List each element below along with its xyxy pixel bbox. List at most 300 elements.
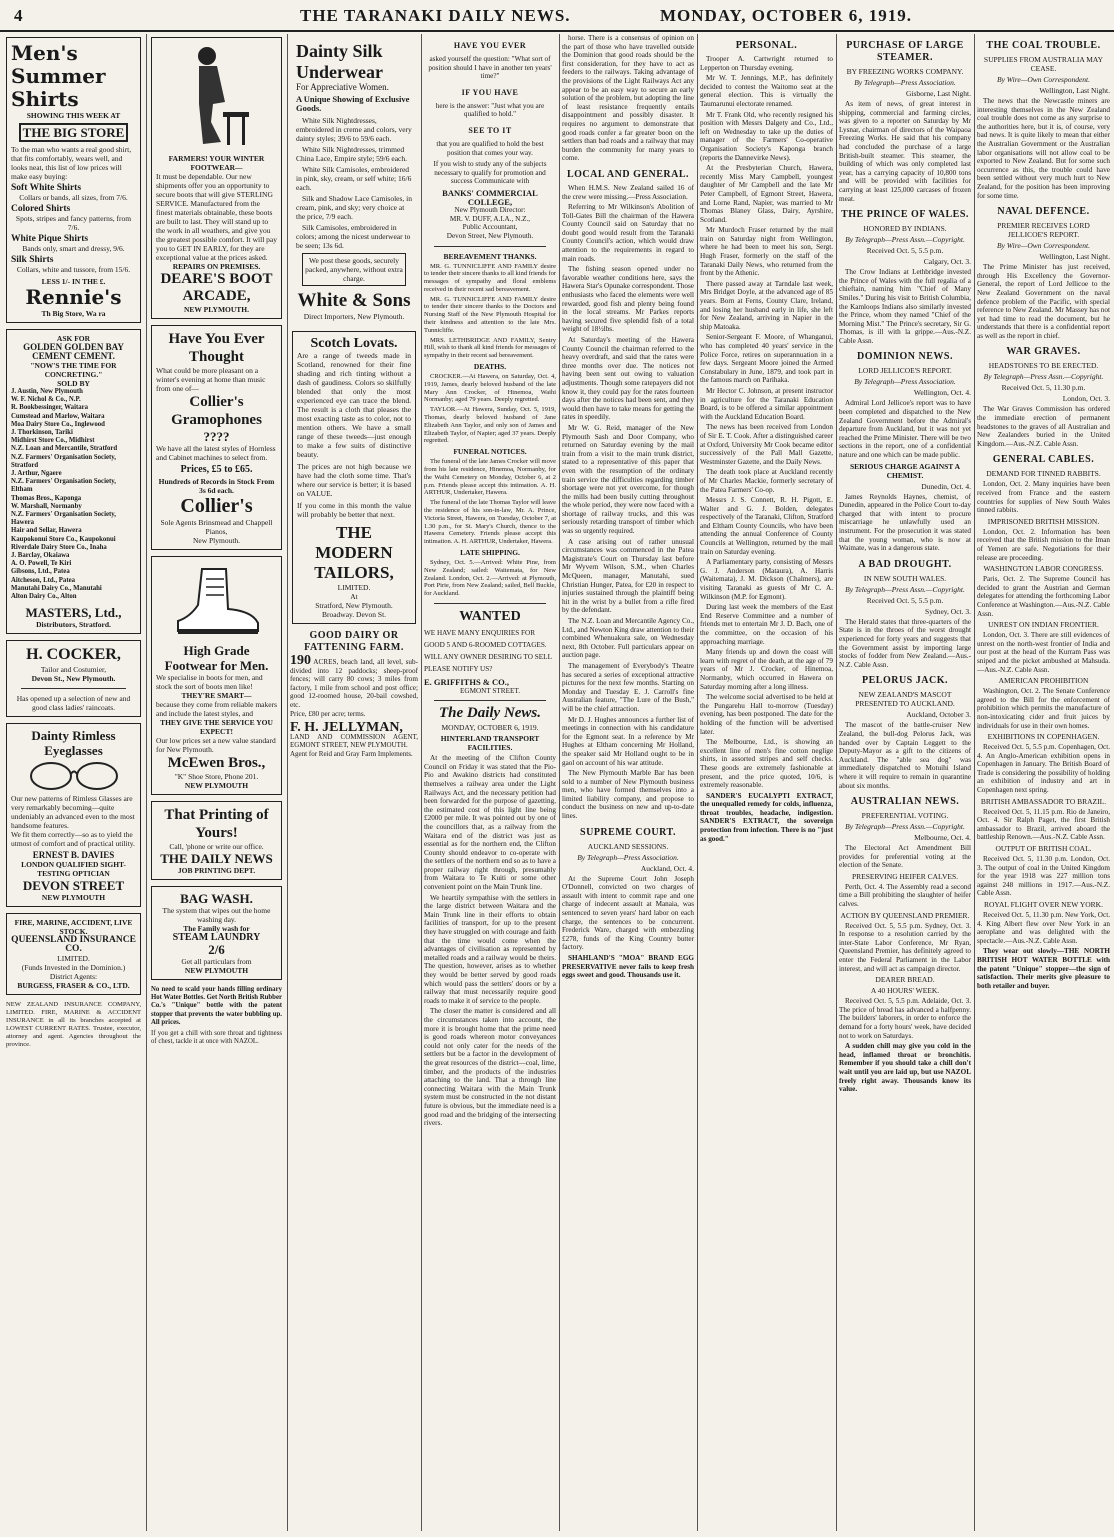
ad-text: The Family wash for xyxy=(183,924,250,933)
article-paragraph: The N.Z. Loan and Mercantile Agency Co., Ltd., and Newton King draw attention to their combined Whenuakura sale, on Wednesday next, 8th October. Full particulars appear on auction page. xyxy=(562,617,694,660)
section-heading: NAVAL DEFENCE. xyxy=(997,206,1090,218)
ad-text: The prices are not high because we have had the cloth some time. That's where our service is better; it is based on VALUE. xyxy=(297,462,411,498)
shirt-desc: Collars, white and tussore, from 15/6. xyxy=(16,265,131,274)
received-time: Received Oct. 5, 5.5 p.m. xyxy=(866,246,944,256)
article-paragraph: James Reynolds Haynes, chemist, of Dunedin, appeared in the Police Court to-day charged that with intent to procure miscarriage he unlawfully used an instrument. For the prosecution it was stated that the young woman, who is now at Waimate, was in a dangerous state. xyxy=(839,492,971,553)
received-time: Received Oct. 5, 11.30 p.m. xyxy=(1001,383,1086,393)
ad-text: SEE TO IT xyxy=(468,125,512,135)
article-paragraph: Messrs J. S. Connett, R. H. Pigott, E. Walter and G. J. Bolden, delegates respectively of the Taranaki, Clifton, Stratford and Eltham County Councils, who have been attending the annual Conference of County Councils at Wellington, returned by the mail train on Saturday evening. xyxy=(700,496,833,556)
article-paragraph: Mr Murdoch Fraser returned by the mail train on Saturday night from Wellington, where he had been to meet his son, Sergt. Hugh Fraser, formerly on the staff of the Taranaki Daily News, who returned from the front by the Athenic. xyxy=(700,226,833,278)
section-heading: PELORUS JACK. xyxy=(862,675,948,687)
ad-text: Direct Importers, New Plymouth. xyxy=(303,312,405,321)
section-heading: WAR GRAVES. xyxy=(1006,346,1081,358)
ad-headline: High Grade Footwear for Men. xyxy=(164,643,269,673)
list-item: Silk and Shadow Lace Camisoles, in cream, pink, and sky; very choice at the price, 7/9 each. xyxy=(296,194,412,221)
list-item: White Silk Camisoles, embroidered in pink, sky, cream, or self white; 16/6 each. xyxy=(296,165,412,192)
ad-text: Has opened up a selection of new and good class ladies' raincoats. xyxy=(16,694,131,713)
acreage: 190 xyxy=(290,653,311,668)
ad-text: Hundreds of Records in Stock From 3s 6d each. xyxy=(158,477,275,495)
advert-notice: SANDER'S EUCALYPTI EXTRACT, the unequalled remedy for colds, influenza, throat troubles, headache, indigestion. SANDER'S EXTRACT, the sovereign protection from infection. There is no "just as good." xyxy=(700,791,833,843)
ad-text: LESS 1/- IN THE £. xyxy=(41,277,106,286)
advert-notice: SHAHLAND'S "MOA" BRAND EGG PRESERVATIVE never fails to keep fresh eggs sweet and good. Thousands use it. xyxy=(562,954,694,980)
article-paragraph: At Saturday's meeting of the Hawera County Council the chairman referred to the heavy overdraft, and said that the rates were three months over due. The notices not having been sent out owing to valuation adjustments. Though some ratepayers did not know it, they could pay for the rates fourteen days after the notices had been sent, and they would then have to take means for getting the rates in speedily. xyxy=(562,336,694,422)
list-item: A. O. Powell, Te Kiri xyxy=(11,560,72,568)
product-name: Collier's Gramophones xyxy=(171,394,262,428)
business-name: BANKS' COMMERCIAL COLLEGE, xyxy=(442,187,538,207)
boot-icon xyxy=(172,565,262,637)
column-2 xyxy=(149,34,284,1531)
ad-headline: Have You Ever Thought xyxy=(168,331,265,365)
list-item: Midhirst Store Co., Midhirst xyxy=(11,437,95,445)
list-item: White Silk Nightdresses, embroidered in creme and colors, very dainty styles; 39/6 to 59/6 each. xyxy=(296,116,412,143)
ad-text: We have all the latest styles of Hornless and Cabinet machines to select from. xyxy=(156,444,276,462)
eyeglasses-icon xyxy=(19,758,129,792)
ad-price: Prices, £5 to £65. xyxy=(180,464,253,475)
section-heading: SUPREME COURT. xyxy=(580,826,676,838)
newspaper-title: THE TARANAKI DAILY NEWS. xyxy=(300,6,571,25)
column-rule xyxy=(421,34,422,1531)
article-paragraph: Mr Hector C. Johnson, at present instructor in agriculture for the Taranaki Education Board, is to be offered a similar appointment with the Auckland Education Board. xyxy=(700,386,833,421)
section-subheading: HONORED BY INDIANS. xyxy=(863,224,947,234)
notice: MRS. LETHBRIDGE AND FAMILY, Sentry Hill, wish to thank all kind friends for messages of sympathy in their recent sad bereavement. xyxy=(424,336,556,360)
ad-text: (Funds Invested in the Dominion.) xyxy=(21,963,126,973)
farm-description: ACRES, beach land, all level, sub-divided into 12 paddocks; sheep-proof fences; will carry 80 cows; 3 miles from factory, 1 mile from school and post office; good 12-roomed house, 20-bail cowshed, etc. xyxy=(290,658,418,709)
article-paragraph: Paris, Oct. 2. The Supreme Council has decided to grant the Austrian and German delegates for attending the forthcoming Labor Conference at Washington.—Aus.-N.Z. Cable Assn. xyxy=(977,575,1110,618)
section-subheading: A 40 HOURS' WEEK. xyxy=(870,986,940,996)
section-heading: THE PRINCE OF WALES. xyxy=(841,209,969,221)
ad-text: Get all particulars from xyxy=(181,957,252,966)
article-paragraph: During last week the members of the East End Reserve Committee and a number of friends met to entertain Mr J. D. Bach, one of the committee, on the occasion of his approaching marriage. xyxy=(700,603,833,646)
list-item: W. Marshall, Normanby xyxy=(11,502,82,510)
business-name: DEARE'S BOOT ARCADE, xyxy=(160,271,273,304)
ad-address: Devon St., New Plymouth. xyxy=(31,674,116,684)
notice: The funeral of the late Thomas Taylor will leave the residence of his son-in-law, Mr. A. Prince, Victoria Street, Hawera, on Tuesday, October 7, at 1.30 p.m., for St. Mary's Church, thence to the Hawera Cemetery. Friends please accept this intimation. A. H. ARTHUR, Undertaker, Hawera. xyxy=(424,499,556,546)
eyeglasses-ad xyxy=(6,723,141,907)
article-paragraph: The Melbourne, Ltd., is showing an excellent line of men's fine cotton neglige shirts, in assorted stripes and self checks. These goods are extremely fashionable at present, and the price quoted, 10/6, is extremely reasonable. xyxy=(700,738,833,790)
issue-date: MONDAY, OCTOBER 6, 1919. xyxy=(660,6,912,25)
deare-boot-ad xyxy=(151,37,282,319)
column-rule xyxy=(974,34,975,1531)
cement-ad xyxy=(6,329,141,634)
ad-town: NEW PLYMOUTH xyxy=(184,781,249,790)
article-paragraph: Mr W. G. Reid, manager of the New Plymouth Sash and Door Company, who returned on Saturday evening by the mail train from a visit to the main trunk district, stated to a representative of this paper that even with the resumption of the ordinary train service the difficulties regarding timber shortage were not yet overcome, for though the mills had been busily cutting throughout the whole period, they were now faced with a shortage of railway trucks, and this was seriously retarding transport of timber which was so urgently required. xyxy=(562,423,694,536)
company-name: QUEENSLAND INSURANCE CO. xyxy=(11,935,136,955)
article-paragraph: The closer the matter is considered and all the circumstances taken into account, the more it is brought home that the prime need is good roads whereon motor conveyances could not only cater for the needs of the settlers but be a factor in the development of the great resources of the district—coal, lime, timber, and the products of the industries attaching to the land. That a through line connecting Waitara with the Main Trunk system must be constructed in the not distant future is obvious, but the immediate need is a good road and the bridging of the intersecting rivers. xyxy=(424,1007,556,1128)
advert-notice: They wear out slowly—THE NORTH BRITISH HOT WATER BOTTLE with the patent "Unique" stopper—the sign of satisfaction. Their merits give pleasure to both retailer and buyer. xyxy=(977,947,1110,990)
list-item: Thomas Bros., Kaponga xyxy=(11,494,82,502)
dateline: Auckland, Oct. 4. xyxy=(640,863,694,873)
article-paragraph: Many friends up and down the coast will learn with regret of the death, at the age of 79 years of Mr J. Crocker, of Hinemoa, Normanby, which occurred in Hawera on Saturday morning after a long illness. xyxy=(700,648,833,691)
article-paragraph: At the Presbyterian Church, Hawera, recently Miss Mary Campbell, youngest daughter of Mr Campbell and the late Mr Peter Campbell, of Egmont Street, Hawera, and Lorne Rand, Napier, was married to Mr Thomas Blaney Glass, Dairy, Ayrshire, Scotland. xyxy=(700,164,833,224)
notice: MR. G. TUNNICLIFFE AND FAMILY desire to tender their sincere thanks to the Doctors and Nursing Staff of the New Plymouth Hospital for their kindness and attention to the late Mrs. Tunnicliffe. xyxy=(424,295,556,334)
mens-shirts-ad xyxy=(6,37,141,323)
section-heading: PURCHASE OF LARGE STEAMER. xyxy=(846,40,964,63)
ad-headline: BAG WASH. xyxy=(180,891,253,906)
cable-heading: EXHIBITIONS IN COPENHAGEN. xyxy=(987,732,1100,742)
list-item: Kaupokonui Store Co., Kaupokonui xyxy=(11,535,116,543)
list-item: W. F. Nichol & Co., N.P. xyxy=(11,396,81,404)
article-paragraph: The management of Everybody's Theatre has secured a series of exceptional attractive pictures for the next few months. Starting on Monday and Tuesday E. J. Carroll's fine Australian feature, "The Lure of the Bush," will be the chief attraction. xyxy=(562,661,694,713)
shirt-desc: Collars or bands, all sizes, from 7/6. xyxy=(19,193,128,202)
article-paragraph: Mr D. J. Hughes announces a further list of meetings in connection with his candidature for the Egmont seat. In a reference by Mr Hughes at Eltham concerning Mr Holland, the speaker said Mr Holland ought to be in gaol on account of his war attitude. xyxy=(562,715,694,767)
dateline: Wellington, Last Night. xyxy=(1039,252,1110,262)
ad-text: For Appreciative Women. xyxy=(296,82,389,92)
business-name: E. GRIFFITHS & CO., xyxy=(424,676,510,687)
ad-text: here is the answer: "Just what you are qualified to hold." xyxy=(435,101,545,119)
article-paragraph: Washington, Oct. 2. The Senate Conference agreed to the Bill for the enforcement of prohibition which permits the manufacture of non-intoxicating cider and fruit juices by individuals for use in their own homes. xyxy=(977,687,1110,730)
farm-ad xyxy=(290,630,418,759)
byline: By Telegraph—Press Association. xyxy=(854,78,956,87)
article-paragraph: The fishing season opened under no favorable weather conditions here, says the Hawera Star's Opunake correspondent. Those enthusiasts who faced the elements were well rewarded, good fish and plenty being found in the local streams. Mr Parkes reports having secured five splendid fish of a total weight of 18½lbs. xyxy=(562,265,694,334)
ad-headline: That Printing of Yours! xyxy=(164,807,269,841)
ad-text: We fit them correctly—so as to yield the utmost of comfort and of practical utility. xyxy=(11,830,135,849)
column-3 xyxy=(290,34,418,1531)
ad-address: EGMONT STREET. xyxy=(459,686,521,695)
byline: By Telegraph—Press Assn.—Copyright. xyxy=(845,822,965,832)
list-item: Moa Dairy Store Co., Inglewood xyxy=(11,420,105,428)
cable-heading: BRITISH AMBASSADOR TO BRAZIL. xyxy=(980,796,1107,806)
section-subheading: DEARER BREAD. xyxy=(875,975,935,985)
article-paragraph: The Electoral Act Amendment Bill provides for preferential voting at the election of the Senate. xyxy=(839,844,971,870)
shirt-desc: Spots, stripes and fancy patterns, from 7/6. xyxy=(15,214,132,232)
ad-text: THEY'RE SMART— xyxy=(181,691,252,700)
article-paragraph: Received Oct. 5, 11.30 p.m. London, Oct. 3. The output of coal in the United Kingdom for the year 1918 was 227 million tons against 248 millions in 1917.—Aus.-N.Z. Cable Assn. xyxy=(977,855,1110,898)
scotch-lovats-ad xyxy=(292,331,416,624)
cable-heading: AMERICAN PROHIBITION xyxy=(998,676,1089,686)
notice: CROCKER.—At Hawera, on Saturday, Oct. 4, 1919, James, dearly beloved husband of the late Mary Ann Crocker, of Hinemoa, Waihi Normanby; aged 79 years. Deeply regretted. xyxy=(424,373,556,404)
ad-text: Are a range of tweeds made in Scotland, renowned for their fine shading and rich tinting without a dash of gaudiness. Colors so skilfully blended that only the most experienced eye can trace the blend. The result is a cloth that pleases the most exacting taste as to color, not to mention others. We have a small range of these tweeds—just enough to make a few suits of distinctive beauty. xyxy=(297,351,411,459)
ad-slogan: "NOW'S THE TIME FOR CONCRETING." xyxy=(30,361,117,379)
list-item: N.Z. Farmers' Organisation Society, Hawera xyxy=(11,511,116,527)
nz-insurance-notice: NEW ZEALAND INSURANCE COMPANY, LIMITED. FIRE, MARINE & ACCIDENT INSURANCE in all its branches accepted at LOWEST CURRENT RATES. Trustee, executor, attorney and agent. Agencies throughout the province. xyxy=(6,1001,141,1049)
shirt-desc: Bands only, smart and dressy, 9/6. xyxy=(22,244,125,253)
column-rule xyxy=(559,34,560,1531)
column-rule xyxy=(836,34,837,1531)
ad-text: SOLD BY xyxy=(57,379,90,388)
ad-text: ???? xyxy=(203,429,230,444)
byline: By Telegraph—Press Assn.—Copyright. xyxy=(845,584,965,594)
list-item: Cumstead and Marlow, Waitara xyxy=(11,412,105,420)
article-paragraph: The Herald states that three-quarters of the State is in the throes of the worst drought experienced for forty years and suggests that the Government assist by importing large stocks of fodder from New Zealand.—Aus.-N.Z. Cable Assn. xyxy=(839,617,971,669)
wanted-text: WE HAVE MANY ENQUIRIES FOR GOOD 5 AND 6-ROOMED COTTAGES. WILL ANY OWNER DESIRING TO SELL PLEASE NOTIFY US? xyxy=(424,628,552,673)
ad-text: A Unique Showing of Exclusive Goods. xyxy=(296,94,410,113)
section-subheading: BY FREEZING WORKS COMPANY. xyxy=(846,67,964,76)
shirt-list xyxy=(11,184,136,274)
section-heading: THE COAL TROUBLE. xyxy=(986,40,1101,51)
ad-headline: GOOD DAIRY OR FATTENING FARM. xyxy=(304,630,404,653)
list-item: Silk Camisoles, embroidered in colors; among the nicest underwear to be seen; 13s 6d. xyxy=(296,223,411,250)
section-heading: LOCAL AND GENERAL. xyxy=(566,168,690,180)
section-heading: AUSTRALIAN NEWS. xyxy=(850,796,960,808)
section-subheading: HEADSTONES TO BE ERECTED. xyxy=(988,361,1099,371)
section-heading: GENERAL CABLES. xyxy=(992,454,1095,466)
section-heading: BEREAVEMENT THANKS. xyxy=(443,251,537,261)
article-paragraph: The Crow Indians at Lethbridge invested the Prince of Wales with the full regalia of a chieftain, naming him "Chief of Many Smiles." During his visit to British Columbia, the Kamloops Indians also similarly invested the Prince, whom they named "Chief of the Morning Mist." The Prince's secretary, Sir G. Thomas, is ill with la grippe.—Aus.-N.Z. Cable Assn. xyxy=(839,268,971,345)
cocker-ad xyxy=(6,640,141,717)
business-name: F. H. JELLYMAN, xyxy=(290,720,403,736)
column-7 xyxy=(839,34,971,1531)
section-subheading: SUPPLIES FROM AUSTRALIA MAY CEASE. xyxy=(983,55,1104,73)
cable-heading: DEMAND FOR TINNED RABBITS. xyxy=(986,469,1101,479)
article-paragraph: London, Oct. 3. There are still evidences of unrest on the north-west frontier of India and our post at the head of the Kurram Pass was sniped and the picket ambushed at Mahsuda.—Aus.-N.Z. Cable Assn. xyxy=(977,631,1110,674)
brand-name: Rennie's xyxy=(25,285,122,309)
mcewen-boots-ad xyxy=(151,556,282,795)
article-paragraph: Mr W. T. Jennings, M.P., has definitely decided to contest the Waitomo seat at the general election. This is virtually the Taumarunui electorate renamed. xyxy=(700,74,833,108)
dateline: Calgary, Oct. 3. xyxy=(923,257,971,267)
ad-text: LIMITED. xyxy=(337,583,371,592)
ad-text: LAND AND COMMISSION AGENT, EGMONT STREET, NEW PLYMOUTH. xyxy=(290,732,418,750)
section-subheading: PREFERENTIAL VOTING. xyxy=(861,811,949,821)
ad-text: The system that wipes out the home washing day. xyxy=(162,906,271,924)
bottle-notice: No need to scald your hands filling ordinary Hot Water Bottles. Get North British Rubber Co.'s "Unique" bottle with the patent stopper that prevents the water bubbling up. All prices. xyxy=(151,986,282,1026)
section-subheading: NEW ZEALAND'S MASCOT PRESENTED TO AUCKLAND. xyxy=(855,690,955,709)
list-item: Hair and Sellar, Hawera xyxy=(11,527,82,535)
list-item: N.Z. Loan and Mercantile, Stratford xyxy=(11,445,118,453)
article-paragraph: The news that the Newcastle miners are interesting themselves in the New Zealand coal trouble does not come as any surprise to the authorities here, but it is, of course, very bad news. It is quite likely to mean that either the Australian Government or the Australian labor organisations will not allow coal to be exported to New Zealand. But for some such occurrence as this, the trouble could have been settled without very much hurt to New Zealand, for the position has been improving for some time. xyxy=(977,97,1110,200)
list-item: White Silk Nightdresses, trimmed China Lace, Empire style; 59/6 each. xyxy=(296,145,408,163)
article-paragraph: The War Graves Commission has ordered the immediate erection of permanent headstones to the graves of all Australian and New Zealanders buried in the United Kingdom.—Aus.-N.Z. Cable Assn. xyxy=(977,405,1110,448)
article-paragraph: Received Oct. 5, 5.5 p.m. Copenhagen, Oct. 4. An Anglo-American exhibition opens in Copenhagen in January. The British Board of Trade is considering the possibility of holding an exhibition of industry and art in Copenhagen next spring. xyxy=(977,743,1110,795)
ad-text: because they come from reliable makers and include the latest styles, and xyxy=(156,700,277,718)
ad-text: If you come in this month the value will probably be better that next. xyxy=(297,501,411,519)
article-paragraph: At the Supreme Court John Joseph O'Donnell, convicted on two charges of assault with intent to commit rape and one charge of indecent assault at Manaia, was sentenced to seven years' hard labor on each charge, the sentences to be concurrent. Frederick Ware, charged with embezzling £278, funds of the King Country butter factory. xyxy=(562,874,694,952)
ad-address: "K" Shoe Store, Phone 201. xyxy=(174,772,259,781)
ad-text: THEY GIVE THE SERVICE YOU EXPECT! xyxy=(160,718,273,736)
article-paragraph: A Parliamentary party, consisting of Messrs G. J. Anderson (Mataura), A. Harris (Waitemata), J. M. Dickson (Chalmers), are visiting Taranaki as guests of Mr C. A. Wilkinson (M.P. for Egmont). xyxy=(700,558,833,601)
ad-text: New Plymouth Director: xyxy=(454,206,526,215)
list-item: J. Arthur, Ngaere xyxy=(11,470,62,478)
ad-address: Broadway. Devon St. xyxy=(321,610,387,619)
article-paragraph: The death took place at Auckland recently of Mr Charles Mackie, formerly secretary of the Patea Farmers' Co-op. xyxy=(700,468,833,494)
ad-headline: Men's Summer Shirts xyxy=(11,41,106,111)
chill-notice: If you get a chill with sore throat and tightness of chest, tackle it at once with NAZOL. xyxy=(151,1030,282,1046)
ad-text: Distributors, Stratford. xyxy=(36,620,111,630)
dateline: Melbourne, Oct. 4. xyxy=(914,833,971,843)
printing-ad xyxy=(151,801,282,880)
ad-text: JOB PRINTING DEPT. xyxy=(177,866,256,875)
dateline: London, Oct. 3. xyxy=(1062,394,1110,404)
column-5 xyxy=(562,34,694,1531)
ad-text: Agent for Reid and Gray Farm Implements. xyxy=(290,749,413,758)
column-4 xyxy=(424,34,556,1531)
byline: By Telegraph—Press Assn.—Copyright. xyxy=(845,235,965,245)
ad-text: Public Accountant, xyxy=(462,223,518,232)
dateline: Sydney, Oct. 3. xyxy=(925,606,971,616)
column-rule xyxy=(697,34,698,1531)
article-paragraph: Senior-Sergeant F. Moore, of Whanganui, who has completed 40 years' service in the Police Force, retires on superannuation in a few days. Sergeant Moore joined the Armed Constabulary in June, 1879, and took part in the famous march on Parihaka. xyxy=(700,333,833,385)
article-paragraph: The news has been received from London of Sir E. T. Cook. After a distinguished career at Oxford, University Mr Cook became editor successively of the Pall Mall Gazette, Westminster Gazette, and the Daily News. xyxy=(700,423,833,466)
ad-text: Call, 'phone or write our office. xyxy=(169,842,264,851)
dateline: Wellington, Oct. 4. xyxy=(913,388,971,398)
ad-town: NEW PLYMOUTH. xyxy=(183,305,249,314)
ad-text: that you are qualified to hold the best position that comes your way. xyxy=(436,139,544,157)
section-heading: PERSONAL. xyxy=(735,40,798,51)
section-heading: FUNERAL NOTICES. xyxy=(453,447,527,457)
article-paragraph: Received Oct. 5, 5.5 p.m. Sydney, Oct. 3. In response to a resolution carried by the inter-State Labor Conference, Mr Ryan, Queensland Premier, has definitely agreed to enter the Federal Parliament in the Labor interest, and will act as campaign director. xyxy=(839,921,971,973)
ad-address: DEVON STREET xyxy=(22,878,125,894)
ad-text: Our low prices set a new value standard for New Plymouth. xyxy=(156,736,276,754)
ad-text: We specialise in boots for men, and stock the sort of boots men like! xyxy=(156,673,263,691)
brand-name: Collier's xyxy=(180,495,253,517)
store-name: THE BIG STORE xyxy=(19,123,128,142)
shirt-name: Soft White Shirts xyxy=(11,183,82,193)
ad-headline: Scotch Lovats. xyxy=(310,336,398,351)
list-item: N.Z. Farmers' Organisation Society, Eltham xyxy=(11,478,116,494)
ad-text: FIRE, MARINE, ACCIDENT, LIVE STOCK. xyxy=(14,918,133,937)
business-name: ERNEST B. DAVIES xyxy=(32,850,115,861)
column-1 xyxy=(4,34,143,1531)
list-item: Manutahi Dairy Co., Manutahi xyxy=(11,584,102,592)
page-number: 4 xyxy=(14,6,24,25)
notice: Sydney, Oct. 5.—Arrived: White Pine, from New Zealand; sailed: Waitemata, for New Zealand. London, Oct. 2.—Arrived: at Plymouth, Port Pirie, from New Zealand; sailed, Bell Buckle, for Auckland. xyxy=(424,559,556,598)
article-paragraph: Perth, Oct. 4. The Assembly read a second time a Bill prohibiting the slaughter of heifer calves. xyxy=(839,882,971,909)
section-subheading: ACTION BY QUEENSLAND PREMIER. xyxy=(840,910,970,920)
agent-name: BURGESS, FRASER & CO., LTD. xyxy=(17,981,130,991)
ad-text: asked yourself the question: "What sort of position should I have in another ten years' time?" xyxy=(428,55,552,81)
dateline: Dunedin, Oct. 4. xyxy=(921,481,971,491)
section-subheading: SERIOUS CHARGE AGAINST A CHEMIST. xyxy=(849,461,961,480)
ad-text: If you wish to study any of the subjects necessary to qualify for promotion and success Communicate with xyxy=(433,160,547,186)
list-item: J. Barclay, Okaiawa xyxy=(11,552,70,560)
collier-gramophones-ad xyxy=(151,325,282,550)
ad-text: ASK FOR xyxy=(56,334,91,343)
dateline: Gisborne, Last Night. xyxy=(906,89,971,98)
ad-footer: Th Big Store, Wa ra xyxy=(41,309,106,318)
business-name: THE MODERN TAILORS, xyxy=(314,523,394,582)
ad-text: We post these goods, securely packed, anywhere, without extra charge. xyxy=(302,253,406,286)
cable-heading: ROYAL FLIGHT OVER NEW YORK. xyxy=(984,900,1103,909)
business-name: THE DAILY NEWS xyxy=(160,851,273,866)
ad-text: SHOWING THIS WEEK AT xyxy=(26,111,121,120)
cable-heading: UNREST ON INDIAN FRONTIER. xyxy=(988,620,1099,630)
shirt-name: Silk Shirts xyxy=(11,255,54,265)
ad-text: LONDON QUALIFIED SIGHT-TESTING OPTICIAN xyxy=(21,860,126,879)
ad-text xyxy=(290,653,418,710)
ad-text: It must be dependable. Our new shipments offer you an opportunity to secure boots that will give STERLING SERVICE. Manufactured from the finest materials obtainable, these boots are built to last. They will stand up to the work in all weathers, and give you the greatest possible comfort. It will pay you to GET IN EARLY, for they are exceptional value at the prices asked. xyxy=(156,172,278,262)
ad-address: Stratford, New Plymouth. xyxy=(315,601,393,610)
list-item: Aitcheson, Ltd., Patea xyxy=(11,576,75,584)
ad-town: NEW PLYMOUTH xyxy=(184,966,249,975)
byline: By Telegraph—Press Assn.—Copyright. xyxy=(983,372,1104,382)
distributor-name: MASTERS, Ltd., xyxy=(25,605,122,621)
laundry-ad xyxy=(151,886,282,980)
byline: By Telegraph—Press Association. xyxy=(577,852,679,862)
article-paragraph: A case arising out of rather unusual circumstances was commenced in the Patea Magistrate's Court on Thursday last before Mr Wyvern Wilson, S.M., when Charles McQueen, manager, Manutahi, sued Christian Hunger, Patea, for £20 in respect to injuries sustained through the plaintiff being hit in the wrist by a bullet from a rifle fired by the defendant. xyxy=(562,537,694,615)
divider xyxy=(434,246,546,247)
insurance-ad xyxy=(6,913,141,995)
article-paragraph: We heartily sympathise with the settlers in the large district between Waitara and the Main Trunk line in their efforts to obtain facilities of transport, for up to the present they have struggled on with courage and faith that the time would come when the advantages of civilisation as represented by metalled roads and a railway would be theirs. The question, however, arises as to whether they would be better served by good roads which would pass the settlers' doors or by a railway that must necessarily require good roads to make it of service to the people. xyxy=(424,893,556,1005)
column-8 xyxy=(977,34,1110,1531)
ad-text: Tailor and Costumier, xyxy=(40,665,107,675)
cable-heading: WASHINGTON LABOR CONGRESS. xyxy=(983,564,1104,574)
dateline: Auckland, October 3. xyxy=(906,710,971,720)
silk-list xyxy=(296,116,412,250)
section-subheading: AUCKLAND SESSIONS. xyxy=(587,841,669,851)
ad-text: District Agents: xyxy=(49,972,98,982)
byline: By Wire—Own Correspondent. xyxy=(997,241,1090,251)
section-subheading: PREMIER RECEIVES LORD JELLICOE'S REPORT. xyxy=(997,221,1090,240)
section-subheading: LORD JELLICOE'S REPORT. xyxy=(858,366,952,376)
byline: By Telegraph—Press Association. xyxy=(854,377,956,387)
article-paragraph: When H.M.S. New Zealand sailed 16 of the crew were missing.—Press Association. xyxy=(562,183,694,201)
article-paragraph: The mascot of the battle-cruiser New Zealand, the bull-dog Pelorus Jack, was handed over by Captain Leggett to the Deputy-Mayor as a gift to the citizens of Auckland. The "able sea dog" was immediately dispatched to Motuihi Island where it will require to remain in quarantine about six months. xyxy=(839,721,971,790)
article-paragraph: Admiral Lord Jellicoe's report was to have been completed and dispatched to the New Zealand Government before the Admiral's departure from Auckland, but it was not yet reached the Prime Minister. There will be two sections in the report, one of a confidential nature and one which can be made public. xyxy=(839,399,971,460)
section-heading: DEATHS. xyxy=(473,362,507,372)
masthead xyxy=(0,0,1114,32)
ad-town: NEW PLYMOUTH xyxy=(41,893,106,903)
notice: TAYLOR.—At Hawera, Sunday, Oct. 5, 1919, Thomas, dearly beloved husband of Jane Elizabeth Ann Taylor, and only son of James and Elizabeth Taylor, of Napier; aged 37 years. Deeply regretted. xyxy=(424,406,556,445)
article-paragraph: Received Oct. 5, 5.5 p.m. Adelaide, Oct. 3. The price of bread has advanced a halfpenny. The builders' laborers, in order to enforce the demand for a forty hours' week, have decided not to work on Saturdays. xyxy=(839,997,971,1040)
notice: The funeral of the late James Crocker will move from his late residence, Hinemoa, Normanby, for the Waihi Cemetery on Monday, October 6, at 2 p.m. Friends please accept this intimation. A. H. ARTHUR, Undertaker, Hawera. xyxy=(424,458,556,497)
article-paragraph: London, Oct. 2. Many inquiries have been received from France and the eastern countries for supplies of New South Wales tinned rabbits. xyxy=(977,480,1110,515)
business-name: McEwen Bros., xyxy=(167,755,266,771)
article-paragraph: horse. There is a consensus of opinion on the part of those who have travelled outside the Dominion that good roads should be the first consideration, for they have to act as feeders to the railways. Taking advantage of the provisions of the Light Railways Act any appear to be an easy way to secure an early solution of the problem, but adopting the line of least resistance frequently entails disappointment and possibly disaster. It requires no argument to demonstrate that good roads confer a far greater boon on the settlers than bad roads and a railway that may burden the community for many years to come. xyxy=(562,34,694,163)
section-heading: LATE SHIPPING. xyxy=(460,548,520,557)
list-item: J. Thorkinson, Tariki xyxy=(11,429,73,437)
article-paragraph: The New Plymouth Marble Bar has been sold to a number of New Plymouth business men, who have formed themselves into a limited liability company, and propose to conduct the business on new and up-to-date lines. xyxy=(562,769,694,821)
advert-notice: A sudden chill may give you cold in the head, inflamed throat or bronchitis. Remember if you should take a chill don't wait until you are laid up, but use NAZOL freely right away. Thousands know its value. xyxy=(839,1042,971,1094)
ad-text: IF YOU HAVE xyxy=(461,87,519,97)
ad-text: LIMITED. xyxy=(57,954,90,964)
ad-text: HAVE YOU EVER xyxy=(453,41,527,50)
brand-name: White & Sons xyxy=(297,290,411,311)
farmer-boot-illustration-icon xyxy=(177,42,257,152)
column-6 xyxy=(700,34,833,1531)
article-paragraph: London, Oct. 2. Information has been received that the British mission to the Iman of Yemen are safe. Negotiations for their release are proceeding. xyxy=(977,527,1110,562)
cable-heading: OUTPUT OF BRITISH COAL. xyxy=(995,844,1092,854)
list-item: Gibsons, Ltd., Patea xyxy=(11,568,70,576)
section-subheading: IN NEW SOUTH WALES. xyxy=(863,573,947,583)
divider xyxy=(434,700,546,701)
product-name: GOLDEN GOLDEN BAY CEMENT CEMENT. xyxy=(23,342,124,361)
agent-list xyxy=(11,388,136,601)
list-item: N.Z. Farmers' Organisation Society, Stratford xyxy=(11,453,116,469)
shirt-name: Colored Shirts xyxy=(11,204,71,214)
ad-text: To the man who wants a real good shirt, that fits comfortably, wears well, and looks neat, this list of low prices will make easy buying: xyxy=(11,145,132,181)
ad-text: At xyxy=(350,592,358,601)
ad-headline: Dainty Silk Underwear xyxy=(296,41,383,82)
article-paragraph: Trooper A. Cartwright returned to Lepperton on Thursday evening. xyxy=(700,55,833,72)
dateline: Wellington, Last Night. xyxy=(1039,86,1110,95)
banks-college-ad xyxy=(424,40,556,241)
ad-text: REPAIRS ON PREMISES. xyxy=(172,262,261,271)
ad-headline: FARMERS! YOUR WINTER FOOTWEAR— xyxy=(168,154,265,172)
byline: By Wire—Own Correspondent. xyxy=(997,75,1090,84)
divider xyxy=(21,688,126,689)
divider xyxy=(434,603,546,604)
column-rule xyxy=(146,34,147,1531)
ad-text: MR. V. DUFF, A.I.A., N.Z., xyxy=(449,214,531,223)
ad-price: Price, £80 per acre; terms. xyxy=(290,709,366,718)
ad-text: Our new patterns of Rimless Glasses are very remarkably becoming—quite undeniably an advanced even to the most handsome features. xyxy=(11,794,135,831)
section-heading: DOMINION NEWS. xyxy=(857,351,953,363)
ad-town: New Plymouth. xyxy=(192,536,241,545)
article-paragraph: At the meeting of the Clifton County Council on Friday it was stated that the Pio-Pio and Awakino districts had constituted themselves a railway area under the Light Railways Act, and the necessary petition had been forwarded for the purpose of gazetting, the estimated cost of this light line being £2000 per mile. It was pointed out by one of the councillors that, as a railway from the Waitara end of the district was just as essential as for the northern end, the Clifton County should endeavor to co-operate with the settlers of the northern end so as to have a proper railway right through, presumably from Waitara to Te Kuiti or some other convenient point on the Main Trunk line. xyxy=(424,754,556,892)
list-item: R. Bookbessinger, Waitara xyxy=(11,404,89,412)
article-paragraph: Received Oct. 5, 11.30 p.m. New York, Oct. 4. King Albert flew over New York in an aeroplane and was delighted with the spectacle.—Aus.-N.Z. Cable Assn. xyxy=(977,911,1110,945)
ad-address: Devon Street, New Plymouth. xyxy=(446,231,534,240)
wanted-heading: WANTED xyxy=(459,608,521,624)
notice: MR. G. TUNNICLIFFE AND FAMILY desire to tender their sincere thanks to all kind friends for messages of sympathy and floral emblems received in their recent sad bereavement. xyxy=(424,262,556,293)
column-rule xyxy=(287,34,288,1531)
silk-underwear-ad xyxy=(292,37,416,325)
article-paragraph: The Prime Minister has just received, through His Excellency the Governor-General, the report of Lord Jellicoe to the New Zealand Government on the naval defence problem of the Pacific, with special reference to New Zealand. Mr Massey has not yet had time to read the document, but he understands that there is a confidential report as well as the report in chief. xyxy=(977,263,1110,340)
cable-heading: IMPRISONED BRITISH MISSION. xyxy=(987,516,1100,526)
list-item: Riverdale Dairy Store Co., Inaha xyxy=(11,543,107,551)
section-heading: A BAD DROUGHT. xyxy=(858,558,952,570)
list-item: Alton Dairy Co., Alton xyxy=(11,593,77,601)
ad-price: 2/6 xyxy=(208,942,225,957)
